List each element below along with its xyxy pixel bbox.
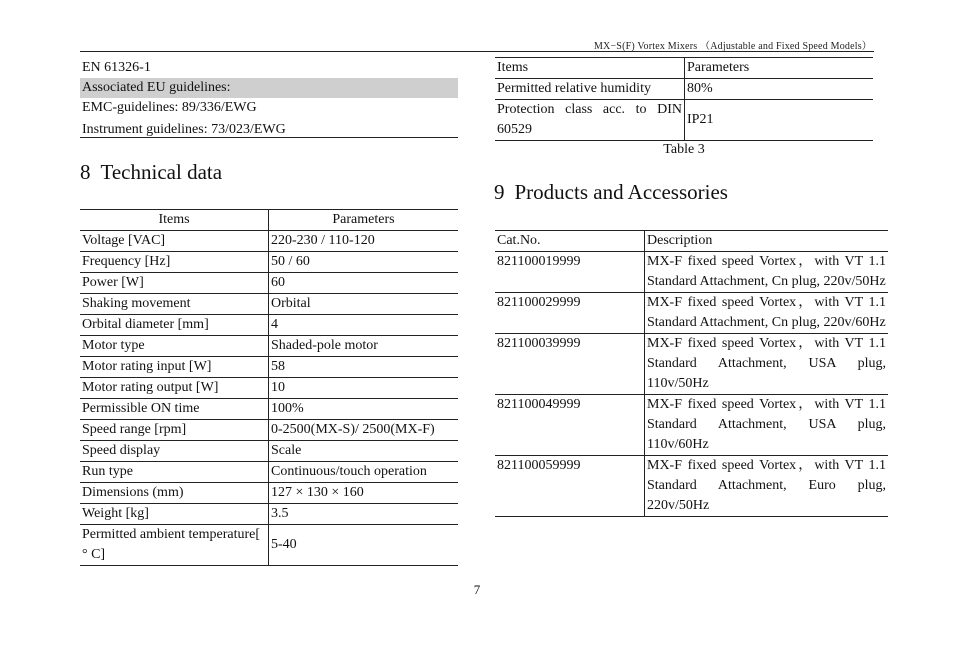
table-header-cell: Items [495,58,685,79]
table-cell: Permissible ON time [80,399,269,420]
intro-line: EMC-guidelines: 89/336/EWG [82,100,257,115]
table-cell: 0-2500(MX-S)/ 2500(MX-F) [269,420,459,441]
intro-block [80,58,458,140]
table-cell: 821100029999 [495,293,645,334]
intro-line: Instrument guidelines: 73/023/EWG [82,122,286,137]
table-cell: MX-F fixed speed Vortex，with VT 1.1 Standard Attachment, USA plug, 110v/60Hz [645,395,889,456]
table-cell: 4 [269,315,459,336]
table-cell: Shaded-pole motor [269,336,459,357]
table-cell: MX-F fixed speed Vortex，with VT 1.1 Standard Attachment, Euro plug, 220v/50Hz [645,456,889,517]
table-cell: 80% [685,79,874,100]
table-row [80,315,458,336]
page-number: 7 [473,582,481,597]
section-number: 8 [80,160,91,184]
table-cell: 821100019999 [495,252,645,293]
table-cell: 821100049999 [495,395,645,456]
section-number: 9 [494,180,505,204]
table-header-row [80,210,458,231]
table-header-row [495,58,873,79]
table-row [495,79,873,100]
table-row [495,252,888,293]
table-cell: Weight [kg] [80,504,269,525]
table-cell: Frequency [Hz] [80,252,269,273]
table-cell: 58 [269,357,459,378]
table-cell: Permitted ambient temperature[ ° C] [80,525,269,566]
intro-line: EN 61326-1 [82,60,151,75]
table-cell: Motor type [80,336,269,357]
table-cell: 220-230 / 110-120 [269,231,459,252]
table-cell: 3.5 [269,504,459,525]
table-row [80,273,458,294]
table-header-cell: Items [80,210,269,231]
table-row [80,336,458,357]
intro-line-highlighted: Associated EU guidelines: [80,78,458,98]
table-cell: Motor rating input [W] [80,357,269,378]
table-cell: 821100039999 [495,334,645,395]
table-cell: Voltage [VAC] [80,231,269,252]
table-row [80,231,458,252]
table-cell: Orbital [269,294,459,315]
table-cell: Orbital diameter [mm] [80,315,269,336]
table-cell: Protection class acc. to DIN 60529 [495,100,685,141]
table-cell: 10 [269,378,459,399]
table-cell: 50 / 60 [269,252,459,273]
table-row [80,462,458,483]
technical-data-table [80,209,458,566]
table-row [80,399,458,420]
header-rule [80,51,874,52]
table-row [495,395,888,456]
intro-bottom-rule [80,137,458,138]
table-cell: MX-F fixed speed Vortex，with VT 1.1 Standard Attachment, USA plug, 110v/50Hz [645,334,889,395]
table-cell: MX-F fixed speed Vortex，with VT 1.1 Standard Attachment, Cn plug, 220v/50Hz [645,252,889,293]
table-cell: 821100059999 [495,456,645,517]
table-header-cell: Cat.No. [495,231,645,252]
table-row [495,293,888,334]
products-table [495,230,888,517]
table-cell: 127 × 130 × 160 [269,483,459,504]
table-cell: IP21 [685,100,874,141]
table-cell: Shaking movement [80,294,269,315]
table-cell: Speed range [rpm] [80,420,269,441]
section-9-heading [494,180,728,205]
table-row [80,357,458,378]
table-row [80,525,458,566]
table-cell: Motor rating output [W] [80,378,269,399]
table-row [495,334,888,395]
table-cell: Permitted relative humidity [495,79,685,100]
table-cell: Continuous/touch operation [269,462,459,483]
table-row [80,252,458,273]
table-3 [495,57,873,141]
running-header: MX−S(F) Vortex Mixers （Adjustable and Fixed Speed Models） [593,41,872,52]
table-header-cell: Parameters [685,58,874,79]
table-cell: 100% [269,399,459,420]
table-cell: Speed display [80,441,269,462]
table-header-cell: Parameters [269,210,459,231]
section-8-heading [80,160,222,185]
table-cell: Power [W] [80,273,269,294]
table-cell: Scale [269,441,459,462]
table-row [80,294,458,315]
table-cell: MX-F fixed speed Vortex，with VT 1.1 Standard Attachment, Cn plug, 220v/60Hz [645,293,889,334]
table-cell: 5-40 [269,525,459,566]
table-header-cell: Description [645,231,889,252]
table-cell: 60 [269,273,459,294]
table-row [80,504,458,525]
table-cell: Run type [80,462,269,483]
table-cell: Dimensions (mm) [80,483,269,504]
table-row [80,441,458,462]
table-caption: Table 3 [663,142,705,157]
table-row [80,483,458,504]
table-row [80,378,458,399]
table-row [80,420,458,441]
section-title: Technical data [100,160,223,184]
section-title: Products and Accessories [514,180,728,204]
table-row [495,456,888,517]
table-row [495,100,873,141]
table-header-row [495,231,888,252]
